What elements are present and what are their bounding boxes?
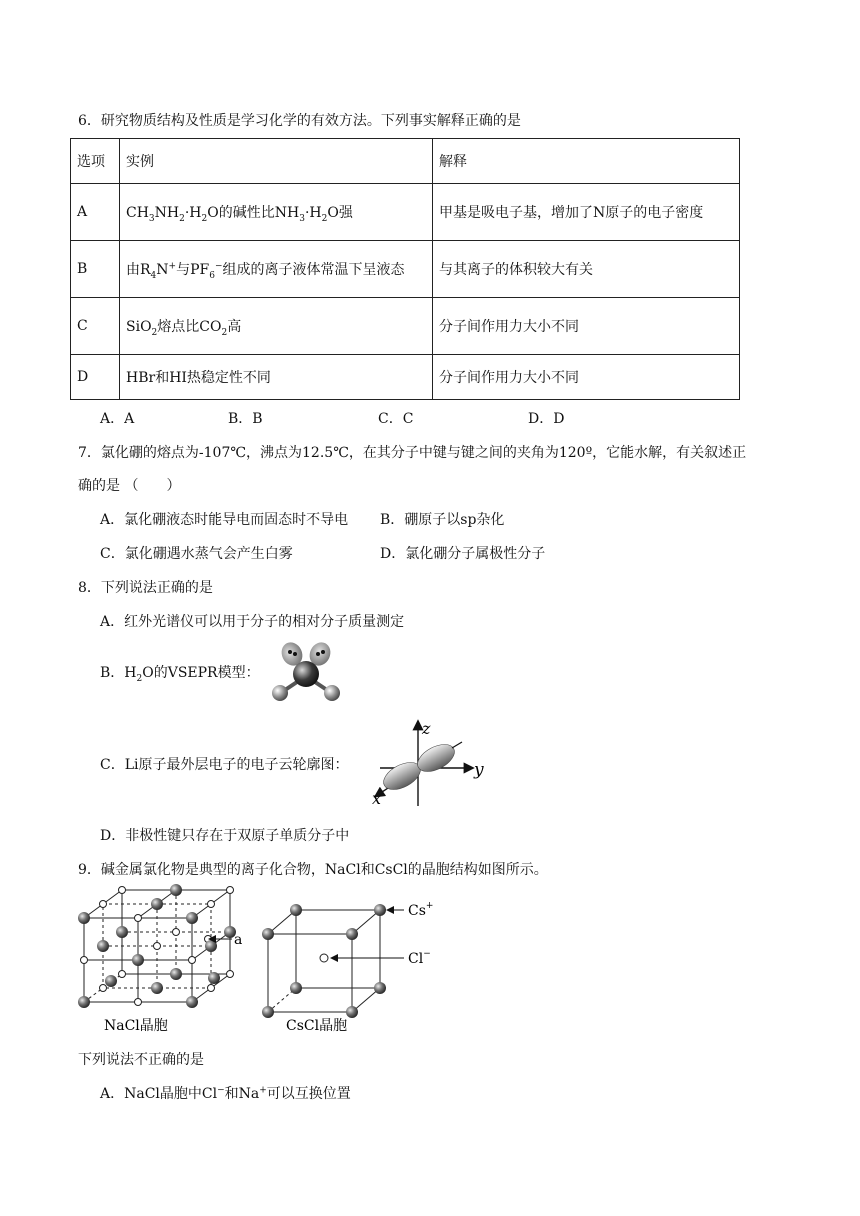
- q7-option-c: C．氯化硼遇水蒸气会产生白雾: [100, 546, 293, 562]
- q9-stem: 9．碱金属氯化物是典型的离子化合物，NaCl和CsCl的晶胞结构如图所示。: [78, 862, 548, 878]
- label-a: a: [234, 932, 243, 948]
- q8-stem: 8．下列说法正确的是: [78, 580, 213, 596]
- row-example: SiO$_2$熔点比$CO_2$高: [120, 298, 433, 355]
- cs-label: Cs+: [408, 901, 434, 919]
- row-example: HBr和HI热稳定性不同: [120, 355, 433, 400]
- row-option: A: [71, 184, 120, 241]
- table-row: [71, 298, 740, 355]
- table-row: [71, 355, 740, 400]
- axis-label-x: x: [372, 789, 382, 808]
- q6-choice-c: C．C: [378, 411, 414, 427]
- q7-stem-line1: 7．氯化硼的熔点为-107℃，沸点为12.5℃，在其分子中键与键之间的夹角为120º，它能水解，有关叙述正: [78, 445, 747, 461]
- q6-choice-d: D．D: [528, 411, 565, 427]
- cl-label: Cl−: [408, 949, 431, 967]
- nacl-caption: NaCl晶胞: [104, 1018, 168, 1034]
- row-option: D: [71, 355, 120, 400]
- p-orbital-diagram: [360, 712, 490, 808]
- cscl-unit-cell-diagram: [258, 896, 438, 1038]
- header-option: 选项: [71, 139, 120, 184]
- q8-option-a: A．红外光谱仪可以用于分子的相对分子质量测定: [100, 614, 405, 630]
- q7-option-d: D．氯化硼分子属极性分子: [380, 546, 546, 562]
- header-example: 实例: [120, 139, 433, 184]
- q6-table: [70, 138, 740, 400]
- axis-label-y: y: [474, 760, 484, 780]
- row-explanation: 分子间作用力大小不同: [433, 355, 740, 400]
- q7-stem-line2: 确的是 （ ）: [78, 478, 181, 494]
- q9-sub-stem: 下列说法不正确的是: [78, 1052, 204, 1068]
- table-row: [71, 184, 740, 241]
- q7-option-b: B．硼原子以sp杂化: [380, 512, 505, 528]
- q8-option-c: C．Li原子最外层电子的电子云轮廓图：: [100, 757, 349, 773]
- row-option: B: [71, 241, 120, 298]
- cscl-caption: CsCl晶胞: [286, 1018, 348, 1034]
- axis-label-z: z: [422, 719, 431, 738]
- row-explanation: 与其离子的体积较大有关: [433, 241, 740, 298]
- header-explanation: 解释: [433, 139, 740, 184]
- row-example: 由$R_4N^+$与$PF_6^-$组成的离子液体常温下呈液态: [120, 241, 433, 298]
- h2o-vsepr-model-image: [268, 638, 348, 706]
- table-row: [71, 241, 740, 298]
- q7-option-a: A．氯化硼液态时能导电而固态时不导电: [100, 512, 349, 528]
- row-example: $CH_3NH_2\cdot H_2O$的碱性比$NH_3\cdot H_2O$强: [120, 184, 433, 241]
- row-explanation: 分子间作用力大小不同: [433, 298, 740, 355]
- q9-option-a: A．NaCl晶胞中Cl−和Na+可以互换位置: [100, 1085, 351, 1102]
- q6-choice-a: A．A: [100, 411, 135, 427]
- row-explanation: 甲基是吸电子基，增加了N原子的电子密度: [433, 184, 740, 241]
- q6-stem: 6．研究物质结构及性质是学习化学的有效方法。下列事实解释正确的是: [78, 113, 521, 129]
- row-option: C: [71, 298, 120, 355]
- nacl-unit-cell-diagram: [74, 884, 254, 1039]
- q8-option-d: D．非极性键只存在于双原子单质分子中: [100, 828, 350, 844]
- table-header-row: [71, 139, 740, 184]
- q6-choice-b: B．B: [228, 411, 263, 427]
- q8-option-b: B．$H_2O$的VSEPR模型：: [100, 665, 260, 684]
